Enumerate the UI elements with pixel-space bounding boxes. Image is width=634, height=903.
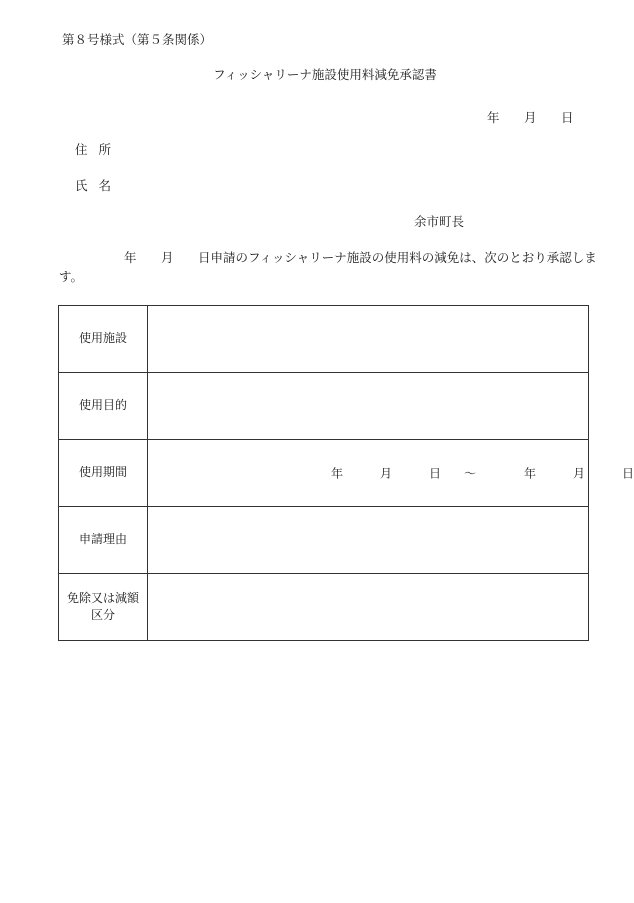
issuer-name: 余市町長 — [414, 214, 465, 229]
body-line-2: す。 — [59, 269, 84, 284]
table-row — [59, 574, 589, 641]
issue-date-year: 年 — [487, 110, 500, 125]
body-year: 年 — [124, 250, 137, 265]
row-label-facility: 使用施設 — [59, 306, 148, 373]
address-label: 住所 — [75, 142, 123, 157]
row-label-exemption-category — [59, 574, 148, 641]
table-row — [59, 440, 589, 507]
body-month: 月 — [161, 250, 174, 265]
body-line-1: 日申請のフィッシャリーナ施設の使用料の減免は、次のとおり承認しま — [198, 250, 597, 265]
document-title: フィッシャリーナ施設使用料減免承認書 — [213, 67, 437, 82]
period-start-day: 日 — [429, 466, 442, 481]
period-start-month: 月 — [380, 466, 393, 481]
exemption-category-field[interactable] — [148, 574, 589, 641]
issue-date-day: 日 — [561, 110, 574, 125]
period-separator: ～ — [464, 466, 477, 481]
table-row — [59, 373, 589, 440]
row-label-exemption-line-1: 免除又は減額 — [66, 590, 139, 605]
name-label: 氏名 — [75, 178, 123, 193]
period-end-year: 年 — [524, 466, 537, 481]
period-end-day: 日 — [622, 466, 634, 481]
table-row — [59, 306, 589, 373]
period-start-year: 年 — [331, 466, 344, 481]
issue-date-month: 月 — [524, 110, 537, 125]
reason-field[interactable] — [148, 507, 589, 574]
form-number: 第８号様式（第５条関係） — [62, 32, 213, 47]
period-field[interactable] — [148, 440, 634, 507]
period-end-month: 月 — [573, 466, 586, 481]
purpose-field[interactable] — [148, 373, 589, 440]
approval-table — [58, 305, 634, 641]
row-label-reason: 申請理由 — [59, 507, 148, 574]
facility-field[interactable] — [148, 306, 589, 373]
row-label-exemption-line-2: 区分 — [90, 608, 115, 622]
row-label-period: 使用期間 — [59, 440, 148, 507]
table-row — [59, 507, 589, 574]
row-label-purpose: 使用目的 — [59, 373, 148, 440]
